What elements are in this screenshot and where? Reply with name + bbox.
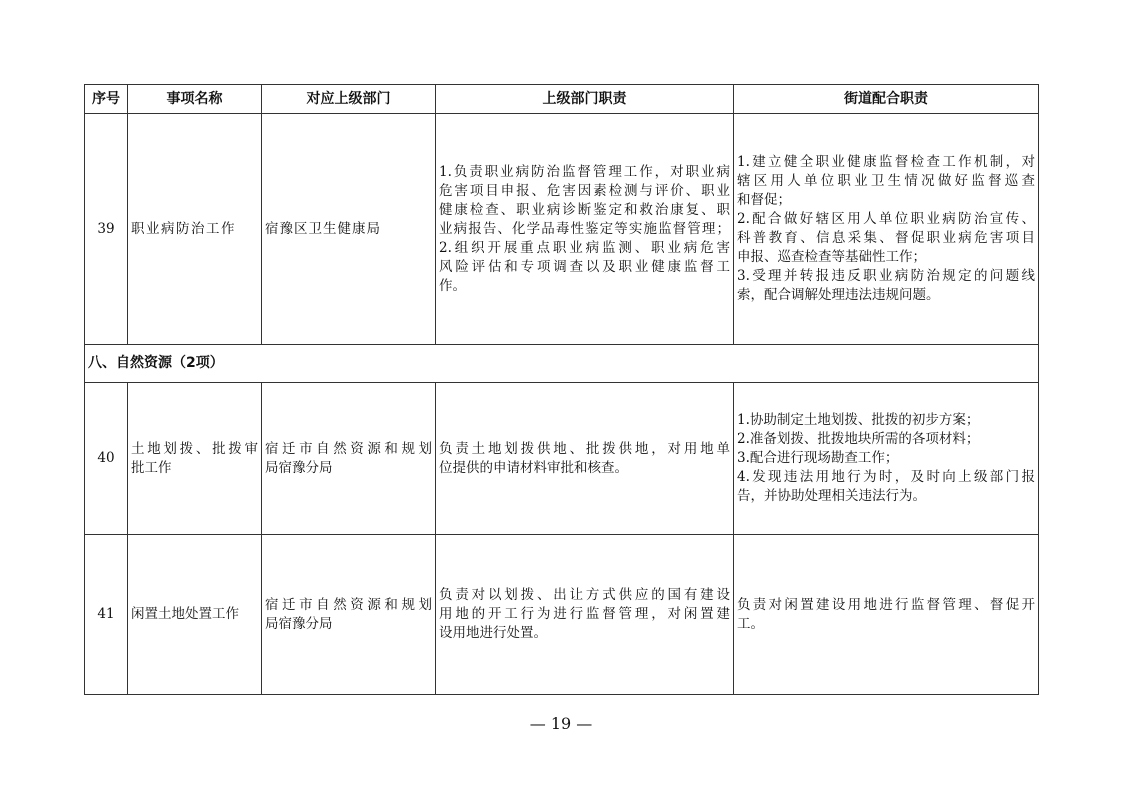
coop-line: 1.建立健全职业健康监督检查工作机制，对 <box>737 154 1035 170</box>
item-name-text: 职业病防治工作 <box>131 220 236 237</box>
superior-dept-line: 宿迁市自然资源和规划 <box>265 440 432 457</box>
item-name-line: 土地划拨、批拨审 <box>131 440 258 457</box>
coop-line: 3.配合进行现场勘查工作； <box>737 450 899 466</box>
item-name <box>128 535 262 695</box>
superior-dept-line: 局宿豫分局 <box>265 459 333 476</box>
duty-line: 1.负责职业病防治监督管理工作，对职业病 <box>439 163 730 180</box>
coop-line: 索，配合调解处理违法违规问题。 <box>737 287 940 303</box>
table-row <box>85 535 1039 695</box>
item-name <box>128 383 262 535</box>
coop-line: 工。 <box>737 615 764 632</box>
superior-duty <box>436 114 734 345</box>
coop-line: 2.配合做好辖区用人单位职业病防治宣传、 <box>737 211 1035 227</box>
table-header-row <box>85 85 1039 114</box>
duty-line: 用地的开工行为进行监督管理，对闲置建 <box>439 606 730 622</box>
superior-dept <box>262 383 436 535</box>
item-name <box>128 114 262 345</box>
duty-line: 位提供的申请材料审批和核查。 <box>439 459 628 476</box>
page-number: — 19 — <box>529 714 593 733</box>
duty-line: 2.组织开展重点职业病监测、职业病危害 <box>439 239 730 256</box>
superior-dept <box>262 535 436 695</box>
street-duty <box>734 383 1039 535</box>
duty-line: 风险评估和专项调查以及职业健康监督工 <box>439 258 730 275</box>
duty-table <box>84 84 1039 695</box>
row-number: 39 <box>85 114 128 345</box>
duty-line: 作。 <box>439 277 466 294</box>
duty-line: 负责对以划拨、出让方式供应的国有建设 <box>439 587 730 603</box>
duty-line: 危害项目申报、危害因素检测与评价、职业 <box>439 182 730 199</box>
section-title: 八、自然资源（2项） <box>85 345 1039 383</box>
coop-line: 1.协助制定土地划拨、批拨的初步方案； <box>737 412 980 428</box>
superior-duty <box>436 535 734 695</box>
duty-line: 负责土地划拨供地、批拨供地，对用地单 <box>439 440 730 457</box>
row-number: 40 <box>85 383 128 535</box>
coop-line: 科普教育、信息采集、督促职业病危害项目 <box>737 230 1035 246</box>
street-duty <box>734 114 1039 345</box>
header-item-name: 事项名称 <box>128 85 262 114</box>
coop-line: 2.准备划拨、批拨地块所需的各项材料； <box>737 431 980 447</box>
section-row <box>85 345 1039 383</box>
coop-line: 负责对闲置建设用地进行监督管理、督促开 <box>737 596 1035 613</box>
superior-dept-line: 宿迁市自然资源和规划 <box>265 596 432 613</box>
street-duty <box>734 535 1039 695</box>
item-name-text: 闲置土地处置工作 <box>131 606 239 622</box>
coop-line: 申报、巡查检查等基础性工作； <box>737 249 926 265</box>
superior-dept-line: 局宿豫分局 <box>265 615 333 632</box>
coop-line: 和督促； <box>737 192 791 208</box>
superior-dept-text: 宿豫区卫生健康局 <box>265 220 381 237</box>
header-serial: 序号 <box>85 85 128 114</box>
duty-line: 健康检查、职业病诊断鉴定和救治康复、职 <box>439 201 730 218</box>
duty-line: 设用地进行处置。 <box>439 625 547 641</box>
header-street-duty: 街道配合职责 <box>734 85 1039 114</box>
table-row <box>85 114 1039 345</box>
duty-line: 业病报告、化学品毒性鉴定等实施监督管理； <box>439 220 730 237</box>
coop-line: 告，并协助处理相关违法行为。 <box>737 488 926 504</box>
item-name-line: 批工作 <box>131 459 172 476</box>
coop-line: 4.发现违法用地行为时，及时向上级部门报 <box>737 469 1035 485</box>
row-number: 41 <box>85 535 128 695</box>
coop-line: 辖区用人单位职业卫生情况做好监督巡查 <box>737 173 1035 189</box>
superior-duty <box>436 383 734 535</box>
header-superior-dept: 对应上级部门 <box>262 85 436 114</box>
superior-dept <box>262 114 436 345</box>
coop-line: 3.受理并转报违反职业病防治规定的问题线 <box>737 268 1035 284</box>
table-row <box>85 383 1039 535</box>
header-superior-duty: 上级部门职责 <box>436 85 734 114</box>
